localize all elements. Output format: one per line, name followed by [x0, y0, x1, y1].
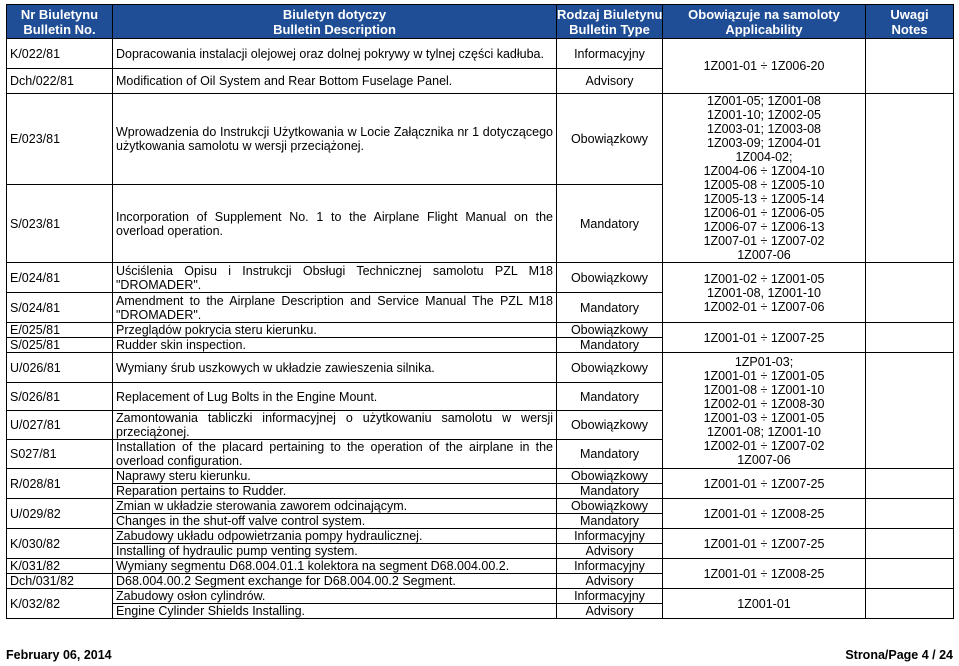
footer-date: February 06, 2014: [6, 648, 112, 662]
bulletin-type: Obowiązkowy: [557, 469, 663, 484]
bulletin-number: K/022/81: [7, 39, 113, 69]
bulletin-type: Obowiązkowy: [557, 353, 663, 383]
table-row: [7, 529, 954, 544]
bulletin-description: Changes in the shut-off valve control system.: [113, 514, 557, 529]
bulletin-description: Modification of Oil System and Rear Bottom Fuselage Panel.: [113, 69, 557, 94]
bulletin-type: Mandatory: [557, 338, 663, 353]
notes-cell: [866, 469, 954, 499]
applicability-cell: 1Z001-01 ÷ 1Z006-20: [663, 39, 866, 94]
applicability-cell: 1Z001-01: [663, 589, 866, 619]
bulletin-number: S/026/81: [7, 383, 113, 411]
bulletin-type: Informacyjny: [557, 589, 663, 604]
bulletin-type: Obowiązkowy: [557, 411, 663, 440]
applicability-cell: 1Z001-01 ÷ 1Z007-25: [663, 323, 866, 353]
bulletin-type: Advisory: [557, 574, 663, 589]
header-description: Biuletyn dotyczy Bulletin Description: [113, 5, 557, 39]
bulletin-description: Amendment to the Airplane Description and Service Manual The PZL M18 "DROMADER".: [113, 293, 557, 323]
header-type: Rodzaj Biuletynu Bulletin Type: [557, 6, 663, 37]
applicability-cell: 1Z001-01 ÷ 1Z008-25: [663, 559, 866, 589]
bulletin-number: E/025/81: [7, 323, 113, 338]
bulletin-description: Installing of hydraulic pump venting system.: [113, 544, 557, 559]
applicability-cell: 1ZP01-03; 1Z001-01 ÷ 1Z001-05 1Z001-08 ÷ 1Z001-10 1Z002-01 ÷ 1Z008-30 1Z001-03 ÷ 1Z001-05 1Z001-08; 1Z001-10 1Z002-01 ÷ 1Z007-02 1Z007-06: [663, 353, 866, 469]
bulletin-type: Mandatory: [557, 440, 663, 469]
bulletin-description: Engine Cylinder Shields Installing.: [113, 604, 557, 619]
bulletin-number: K/030/82: [7, 529, 113, 559]
bulletin-number: E/023/81: [7, 94, 113, 185]
notes-cell: [866, 263, 954, 323]
bulletin-type: Mandatory: [557, 293, 663, 323]
table-row: [7, 94, 954, 185]
bulletin-number: S/025/81: [7, 338, 113, 353]
bulletin-description: Wprowadzenia do Instrukcji Użytkowania w Locie Załącznika nr 1 dotyczącego użytkowania samolotu w wersji przeciążonej.: [113, 94, 557, 185]
bulletin-description: Reparation pertains to Rudder.: [113, 484, 557, 499]
footer-page-number: Strona/Page 4 / 24: [845, 648, 953, 662]
bulletin-number: U/026/81: [7, 353, 113, 383]
table-row: [7, 39, 954, 69]
table-row: [7, 353, 954, 383]
bulletin-type: Informacyjny: [557, 559, 663, 574]
bulletin-page: [6, 4, 953, 624]
table-row: [7, 469, 954, 484]
bulletin-number: K/031/82: [7, 559, 113, 574]
notes-cell: [866, 499, 954, 529]
bulletin-description: Uściślenia Opisu i Instrukcji Obsługi Technicznej samolotu PZL M18 "DROMADER".: [113, 263, 557, 293]
bulletin-type: Obowiązkowy: [557, 263, 663, 293]
bulletin-description: Replacement of Lug Bolts in the Engine Mount.: [113, 383, 557, 411]
bulletin-number: Dch/031/82: [7, 574, 113, 589]
bulletin-type: Mandatory: [557, 514, 663, 529]
notes-cell: [866, 559, 954, 589]
applicability-cell: 1Z001-01 ÷ 1Z008-25: [663, 499, 866, 529]
bulletin-description: Zabudowy układu odpowietrzania pompy hydraulicznej.: [113, 529, 557, 544]
table-row: [7, 499, 954, 514]
bulletin-type: Mandatory: [557, 185, 663, 263]
applicability-cell: 1Z001-02 ÷ 1Z001-05 1Z001-08, 1Z001-10 1Z002-01 ÷ 1Z007-06: [663, 263, 866, 323]
applicability-cell: 1Z001-01 ÷ 1Z007-25: [663, 469, 866, 499]
table-row: [7, 323, 954, 338]
header-notes: Uwagi Notes: [866, 5, 954, 39]
bulletin-description: Incorporation of Supplement No. 1 to the Airplane Flight Manual on the overload operation.: [113, 185, 557, 263]
bulletin-description: Zmian w układzie sterowania zaworem odcinającym.: [113, 499, 557, 514]
bulletin-type: Advisory: [557, 544, 663, 559]
bulletin-description: Rudder skin inspection.: [113, 338, 557, 353]
header-row: [7, 5, 954, 39]
bulletin-number: U/027/81: [7, 411, 113, 440]
bulletin-description: Dopracowania instalacji olejowej oraz dolnej pokrywy w tylnej części kadłuba.: [113, 39, 557, 69]
bulletin-number: S027/81: [7, 440, 113, 469]
bulletin-description: Przeglądów pokrycia steru kierunku.: [113, 323, 557, 338]
notes-cell: [866, 94, 954, 263]
bulletin-number: U/029/82: [7, 499, 113, 529]
notes-cell: [866, 353, 954, 469]
bulletin-description: Zamontowania tabliczki informacyjnej o użytkowaniu samolotu w wersji przeciążonej.: [113, 411, 557, 440]
bulletin-number: R/028/81: [7, 469, 113, 499]
bulletin-number: K/032/82: [7, 589, 113, 619]
notes-cell: [866, 529, 954, 559]
notes-cell: [866, 39, 954, 94]
applicability-cell: 1Z001-05; 1Z001-08 1Z001-10; 1Z002-05 1Z003-01; 1Z003-08 1Z003-09; 1Z004-01 1Z004-02; 1Z004-06 ÷ 1Z004-10 1Z005-08 ÷ 1Z005-10 1Z005-13 ÷ 1Z005-14 1Z006-01 ÷ 1Z006-05 1Z006-07 ÷ 1Z006-13 1Z007-01 ÷ 1Z007-02 1Z007-06: [663, 94, 866, 263]
applicability-cell: 1Z001-01 ÷ 1Z007-25: [663, 529, 866, 559]
header-nr: Nr Biuletynu Bulletin No.: [7, 5, 113, 39]
notes-cell: [866, 323, 954, 353]
bulletin-description: Zabudowy osłon cylindrów.: [113, 589, 557, 604]
bulletin-number: S/024/81: [7, 293, 113, 323]
bulletin-type: Mandatory: [557, 383, 663, 411]
bulletin-description: Wymiany segmentu D68.004.01.1 kolektora na segment D68.004.00.2.: [113, 559, 557, 574]
bulletin-table: [6, 4, 954, 619]
bulletin-type: Mandatory: [557, 484, 663, 499]
bulletin-type: Informacyjny: [557, 39, 663, 69]
bulletin-type: Informacyjny: [557, 529, 663, 544]
bulletin-type: Obowiązkowy: [557, 499, 663, 514]
notes-cell: [866, 589, 954, 619]
table-row: [7, 559, 954, 574]
bulletin-type: Advisory: [557, 69, 663, 94]
header-applicability: Obowiązuje na samoloty Applicability: [663, 5, 866, 39]
bulletin-number: E/024/81: [7, 263, 113, 293]
bulletin-type: Obowiązkowy: [557, 323, 663, 338]
bulletin-description: Naprawy steru kierunku.: [113, 469, 557, 484]
bulletin-number: Dch/022/81: [7, 69, 113, 94]
bulletin-type: Obowiązkowy: [557, 94, 663, 185]
table-row: [7, 589, 954, 604]
bulletin-description: Wymiany śrub uszkowych w układzie zawieszenia silnika.: [113, 353, 557, 383]
bulletin-description: Installation of the placard pertaining to the operation of the airplane in the overload configuration.: [113, 440, 557, 469]
bulletin-description: D68.004.00.2 Segment exchange for D68.004.00.2 Segment.: [113, 574, 557, 589]
table-row: [7, 263, 954, 293]
bulletin-type: Advisory: [557, 604, 663, 619]
bulletin-number: S/023/81: [7, 185, 113, 263]
